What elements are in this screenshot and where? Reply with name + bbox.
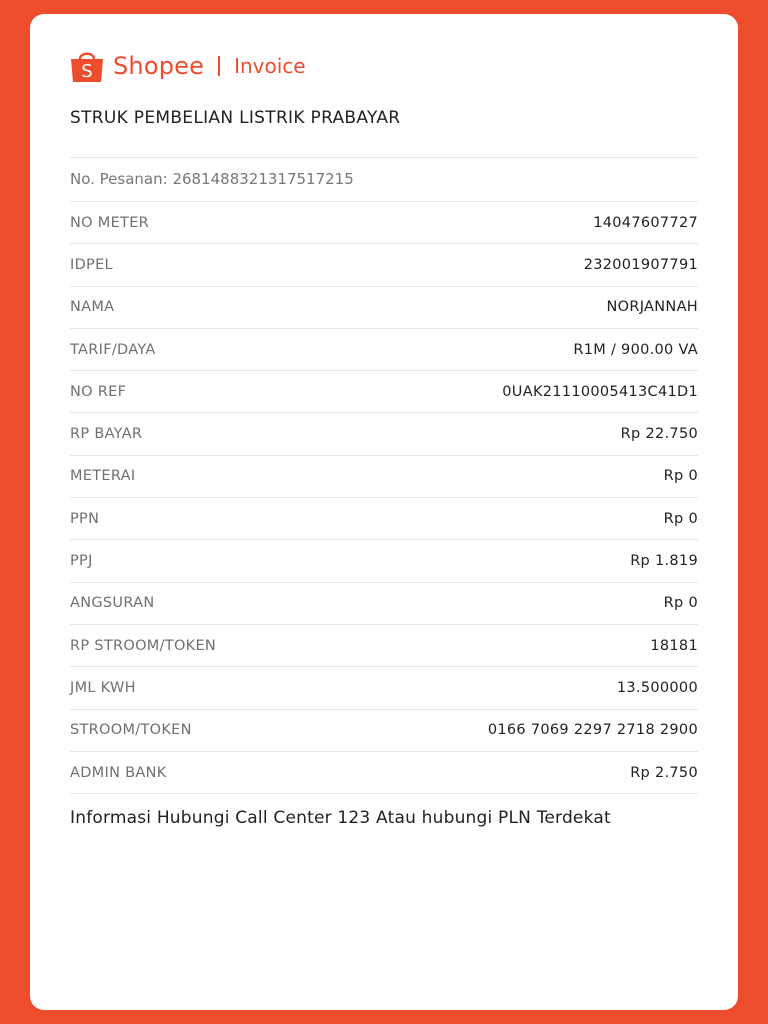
- detail-row-rp-stroom-token: [70, 625, 698, 667]
- row-value: Rp 22.750: [620, 426, 698, 443]
- order-number: No. Pesanan: 2681488321317517215: [70, 170, 354, 188]
- row-value: 14047607727: [593, 214, 698, 231]
- detail-row-jml-kwh: [70, 667, 698, 709]
- row-label: RP STROOM/TOKEN: [70, 637, 217, 654]
- row-label: NAMA: [70, 299, 115, 316]
- row-label: PPJ: [70, 553, 93, 570]
- row-value: Rp 0: [663, 468, 698, 485]
- detail-row-tarif-daya: [70, 329, 698, 371]
- row-label: ANGSURAN: [70, 595, 155, 612]
- row-label: JML KWH: [70, 679, 136, 696]
- row-label: PPN: [70, 510, 100, 527]
- logo-letter: S: [81, 61, 93, 82]
- row-value: 0UAK21110005413C41D1: [502, 383, 698, 400]
- brand-name: Shopee: [113, 52, 205, 80]
- row-label: STROOM/TOKEN: [70, 722, 192, 739]
- receipt-detail-list: [70, 202, 698, 794]
- row-value: R1M / 900.00 VA: [573, 341, 698, 358]
- row-label: RP BAYAR: [70, 426, 143, 443]
- brand-header: [69, 48, 306, 84]
- info-note: Informasi Hubungi Call Center 123 Atau hubungi PLN Terdekat: [70, 808, 611, 828]
- row-value: Rp 1.819: [630, 553, 698, 570]
- detail-row-ppn: [70, 498, 698, 540]
- detail-row-no-meter: [70, 202, 698, 244]
- detail-row-ppj: [70, 540, 698, 582]
- receipt-title: STRUK PEMBELIAN LISTRIK PRABAYAR: [70, 108, 401, 128]
- row-label: TARIF/DAYA: [70, 341, 156, 358]
- detail-row-admin-bank: [70, 752, 698, 794]
- detail-row-stroom-token: [70, 710, 698, 752]
- row-value: NORJANNAH: [606, 299, 698, 316]
- detail-row-idpel: [70, 244, 698, 286]
- detail-row-no-ref: [70, 371, 698, 413]
- detail-row-rp-bayar: [70, 413, 698, 455]
- row-label: NO REF: [70, 383, 127, 400]
- row-label: NO METER: [70, 214, 150, 231]
- row-value: Rp 2.750: [630, 764, 698, 781]
- row-label: METERAI: [70, 468, 136, 485]
- row-value: 13.500000: [616, 679, 698, 696]
- token-value[interactable]: 0166 7069 2297 2718 2900: [487, 722, 698, 739]
- row-value: Rp 0: [663, 595, 698, 612]
- brand-divider: [218, 56, 220, 76]
- row-value: 232001907791: [583, 256, 698, 273]
- invoice-card: [30, 14, 738, 1010]
- row-value: Rp 0: [663, 510, 698, 527]
- detail-row-meterai: [70, 456, 698, 498]
- detail-row-nama: [70, 287, 698, 329]
- detail-row-angsuran: [70, 583, 698, 625]
- row-label: IDPEL: [70, 256, 113, 273]
- row-value: 18181: [650, 637, 698, 654]
- shopping-bag-icon: [69, 49, 105, 83]
- brand-subtitle: Invoice: [234, 54, 306, 78]
- row-label: ADMIN BANK: [70, 764, 167, 781]
